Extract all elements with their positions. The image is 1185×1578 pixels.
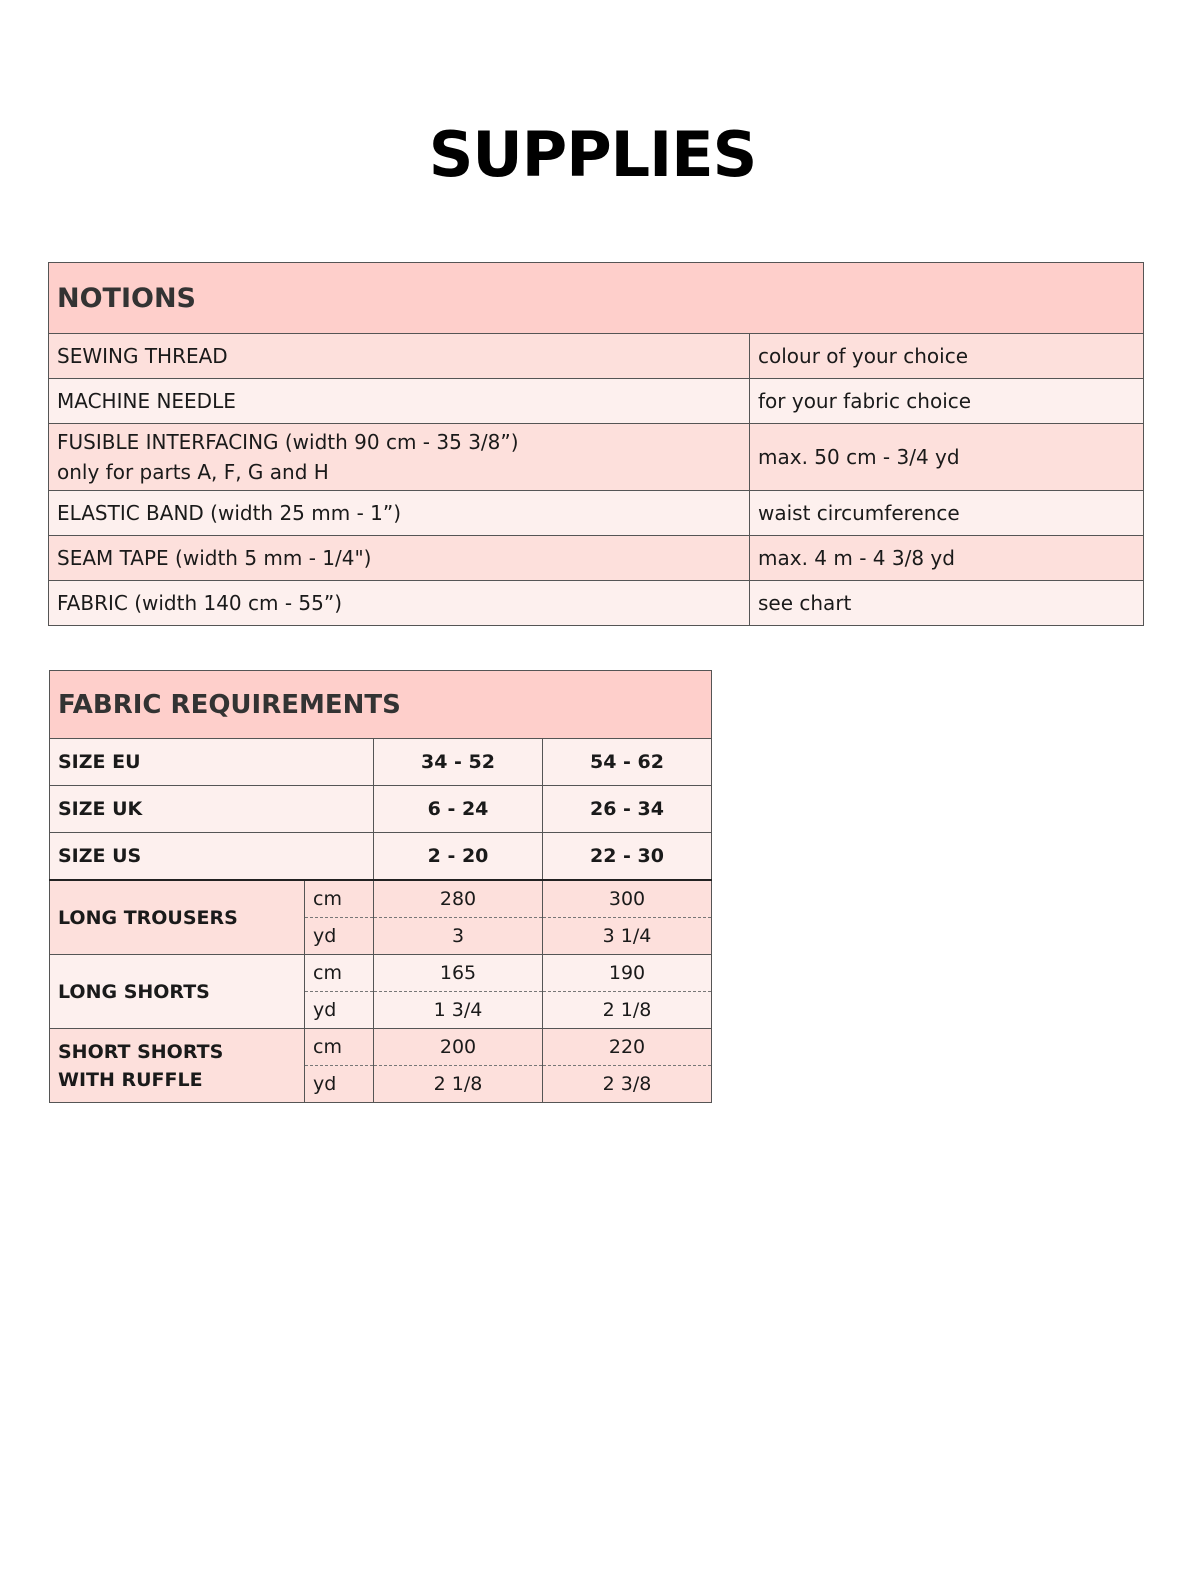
notion-item: ELASTIC BAND (width 25 mm - 1”) <box>49 491 750 536</box>
notion-quantity: colour of your choice <box>750 334 1144 379</box>
notion-item: SEWING THREAD <box>49 334 750 379</box>
notion-item: FABRIC (width 140 cm - 55”) <box>49 581 750 626</box>
notion-quantity: max. 4 m - 4 3/8 yd <box>750 536 1144 581</box>
table-row <box>49 581 1144 626</box>
table-row <box>50 880 712 918</box>
notion-item: MACHINE NEEDLE <box>49 379 750 424</box>
fabric-amount: 200 <box>374 1029 543 1066</box>
size-range: 34 - 52 <box>374 739 543 786</box>
notion-quantity: waist circumference <box>750 491 1144 536</box>
size-row <box>50 833 712 881</box>
notion-item-note: only for parts A, F, G and H <box>57 460 329 484</box>
notion-item: SEAM TAPE (width 5 mm - 1/4") <box>49 536 750 581</box>
table-row <box>49 334 1144 379</box>
size-range: 2 - 20 <box>374 833 543 881</box>
size-row <box>50 739 712 786</box>
fabric-header: FABRIC REQUIREMENTS <box>50 671 712 739</box>
fabric-amount: 280 <box>374 880 543 918</box>
size-row <box>50 786 712 833</box>
unit-label: yd <box>305 992 374 1029</box>
fabric-amount: 2 3/8 <box>543 1066 712 1103</box>
fabric-amount: 190 <box>543 955 712 992</box>
size-range: 54 - 62 <box>543 739 712 786</box>
notion-quantity: max. 50 cm - 3/4 yd <box>750 424 1144 491</box>
fabric-amount: 2 1/8 <box>543 992 712 1029</box>
size-range: 22 - 30 <box>543 833 712 881</box>
unit-label: cm <box>305 1029 374 1066</box>
fabric-amount: 220 <box>543 1029 712 1066</box>
notion-item-line: FUSIBLE INTERFACING (width 90 cm - 35 3/8”) <box>57 430 519 454</box>
fabric-amount: 3 <box>374 918 543 955</box>
size-range: 6 - 24 <box>374 786 543 833</box>
size-label: SIZE UK <box>50 786 374 833</box>
garment-name: LONG TROUSERS <box>50 880 305 955</box>
fabric-amount: 3 1/4 <box>543 918 712 955</box>
garment-name: LONG SHORTS <box>50 955 305 1029</box>
unit-label: yd <box>305 918 374 955</box>
unit-label: yd <box>305 1066 374 1103</box>
unit-label: cm <box>305 880 374 918</box>
table-row <box>49 536 1144 581</box>
notion-item <box>49 424 750 491</box>
garment-name-line: SHORT SHORTS <box>58 1040 224 1063</box>
table-row <box>49 491 1144 536</box>
fabric-amount: 300 <box>543 880 712 918</box>
fabric-requirements-table <box>49 670 712 1103</box>
fabric-amount: 1 3/4 <box>374 992 543 1029</box>
unit-label: cm <box>305 955 374 992</box>
fabric-amount: 165 <box>374 955 543 992</box>
fabric-amount: 2 1/8 <box>374 1066 543 1103</box>
garment-name <box>50 1029 305 1103</box>
size-label: SIZE US <box>50 833 374 881</box>
notions-table <box>48 262 1144 626</box>
size-label: SIZE EU <box>50 739 374 786</box>
page-title: SUPPLIES <box>428 118 757 191</box>
table-row <box>50 955 712 992</box>
size-range: 26 - 34 <box>543 786 712 833</box>
table-row <box>49 424 1144 491</box>
garment-name-line: WITH RUFFLE <box>58 1068 203 1091</box>
notion-quantity: for your fabric choice <box>750 379 1144 424</box>
notion-quantity: see chart <box>750 581 1144 626</box>
table-row <box>50 1029 712 1066</box>
table-row <box>49 379 1144 424</box>
notions-header: NOTIONS <box>49 263 1144 334</box>
